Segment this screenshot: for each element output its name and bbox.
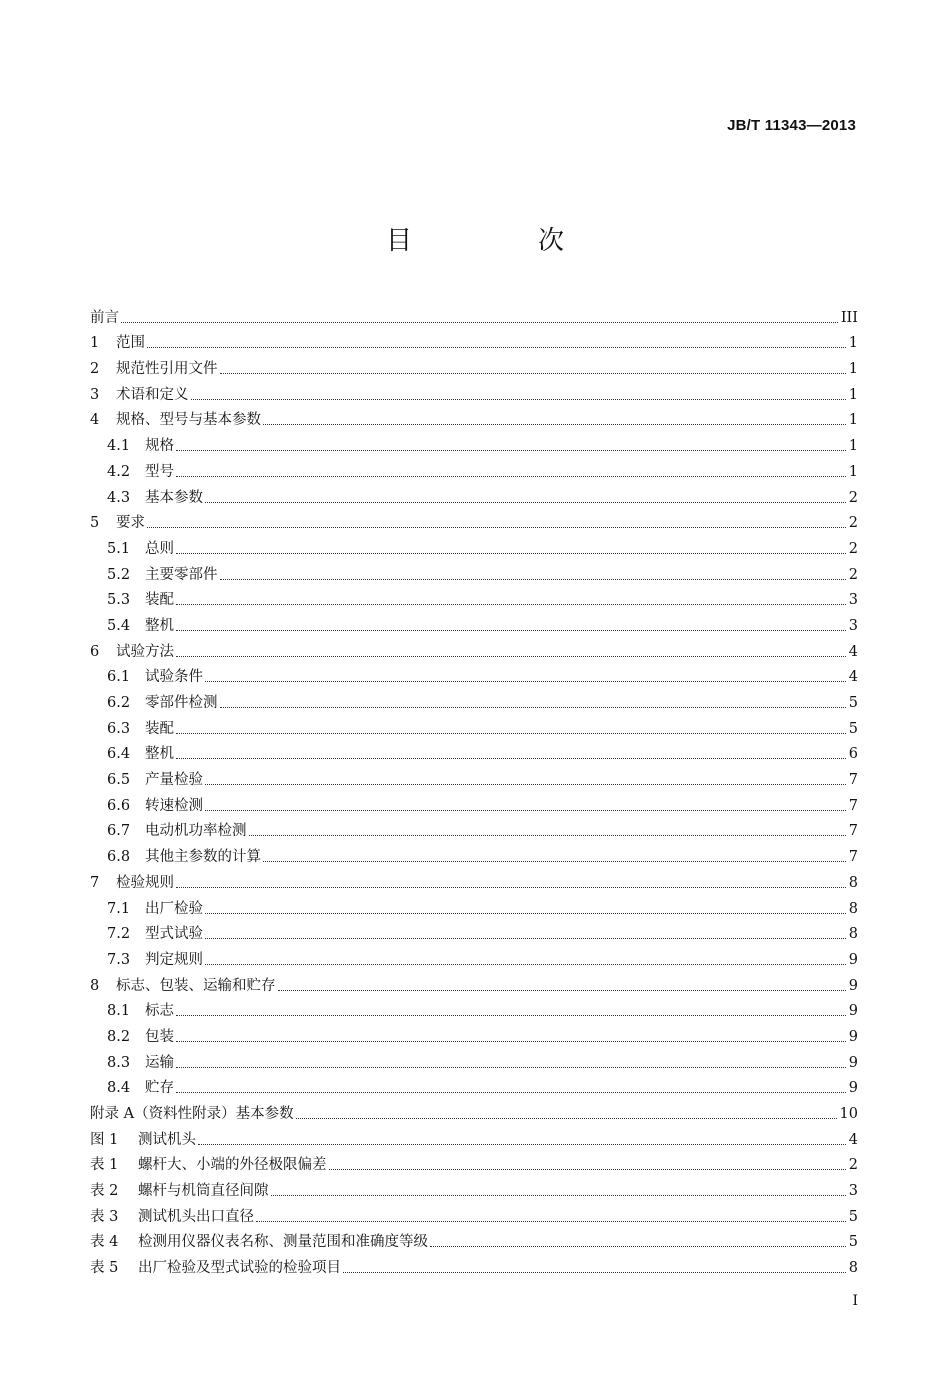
toc-entry-number: 6.7 (107, 823, 131, 840)
toc-entry-page: 9 (848, 951, 858, 968)
toc-entry-number: 表 3 (90, 1208, 119, 1225)
toc-entry-number: 8.2 (107, 1028, 131, 1045)
toc-entry[interactable] (90, 712, 858, 738)
toc-entry-page: 6 (848, 746, 858, 763)
toc-entry[interactable] (90, 1149, 858, 1175)
dot-leader (430, 1246, 846, 1247)
dot-leader (271, 1195, 846, 1196)
toc-entry-number: 表 1 (90, 1157, 119, 1174)
dot-leader (147, 527, 846, 528)
toc-entry-page: 8 (848, 900, 858, 917)
toc-entry-page: 3 (848, 1183, 858, 1200)
toc-entry[interactable] (90, 892, 858, 918)
toc-entry-page: 2 (848, 489, 858, 506)
toc-entry-page: 8 (848, 1260, 858, 1277)
toc-entry-page: 7 (848, 772, 858, 789)
toc-entry-title: 整机 (145, 617, 174, 634)
dot-leader (176, 553, 846, 554)
toc-entry-title: 运输 (145, 1054, 174, 1071)
toc-entry-title: 附录 A（资料性附录）基本参数 (90, 1106, 294, 1122)
toc-entry[interactable] (90, 815, 858, 841)
dot-leader (176, 604, 846, 605)
toc-entry-page: 2 (848, 566, 858, 583)
toc-entry-title: 规格、型号与基本参数 (116, 412, 261, 429)
toc-entry-title: 试验条件 (145, 669, 203, 686)
toc-entry[interactable] (90, 661, 858, 687)
toc-entry[interactable] (90, 404, 858, 430)
toc-entry-number: 表 5 (90, 1260, 119, 1277)
toc-entry-title: 包装 (145, 1028, 174, 1045)
dot-leader (205, 810, 846, 811)
toc-entry-page: 7 (848, 849, 858, 866)
dot-leader (176, 887, 846, 888)
dot-leader (147, 347, 846, 348)
toc-entry-number: 4.3 (107, 489, 131, 506)
toc-entry-title: 测试机头出口直径 (138, 1208, 254, 1225)
toc-entry-number: 表 2 (90, 1183, 119, 1200)
dot-leader (176, 476, 846, 477)
toc-entry-page: 2 (848, 1157, 858, 1174)
toc-entry[interactable] (90, 789, 858, 815)
toc-entry[interactable] (90, 763, 858, 789)
toc-entry-number: 7.1 (107, 900, 131, 917)
toc-entry-number: 1 (90, 335, 100, 352)
toc-entry-title: 测试机头 (138, 1131, 196, 1148)
toc-entry[interactable] (90, 840, 858, 866)
toc-entry[interactable] (90, 686, 858, 712)
dot-leader (343, 1272, 846, 1273)
dot-leader (191, 399, 846, 400)
toc-entry-number: 3 (90, 386, 100, 403)
dot-leader (278, 990, 846, 991)
toc-entry[interactable] (90, 738, 858, 764)
toc-entry[interactable] (90, 507, 858, 533)
toc-entry[interactable] (90, 558, 858, 584)
toc-entry-title: 贮存 (145, 1080, 174, 1097)
toc-entry-number: 7.3 (107, 951, 131, 968)
toc-entry-page: 3 (848, 617, 858, 634)
toc-entry-page: 1 (848, 335, 858, 352)
dot-leader (205, 784, 846, 785)
toc-entry-number: 5.4 (107, 617, 131, 634)
toc-entry[interactable] (90, 481, 858, 507)
toc-entry-number: 8.3 (107, 1054, 131, 1071)
toc-entry-number: 5 (90, 515, 100, 532)
toc-entry-number: 7.2 (107, 926, 131, 943)
toc-entry-number: 8.1 (107, 1003, 131, 1020)
toc-entry[interactable] (90, 866, 858, 892)
dot-leader (220, 373, 846, 374)
toc-entry[interactable] (90, 429, 858, 455)
dot-leader (263, 424, 846, 425)
dot-leader (176, 656, 846, 657)
toc-entry[interactable] (90, 1226, 858, 1252)
toc-entry-page: 8 (848, 926, 858, 943)
toc-entry-number: 8 (90, 977, 100, 994)
toc-entry-page: 1 (848, 386, 858, 403)
toc-entry-title: 型号 (145, 463, 174, 480)
toc-entry-number: 6.8 (107, 849, 131, 866)
toc-entry-page: 9 (848, 1028, 858, 1045)
dot-leader (329, 1169, 846, 1170)
table-of-contents (90, 301, 858, 1277)
toc-entry-title: 前言 (90, 309, 119, 326)
toc-entry[interactable] (90, 532, 858, 558)
dot-leader (263, 861, 846, 862)
dot-leader (205, 681, 846, 682)
toc-entry[interactable] (90, 918, 858, 944)
dot-leader (176, 1041, 846, 1042)
dot-leader (205, 913, 846, 914)
toc-entry-number: 8.4 (107, 1080, 131, 1097)
toc-entry-title: 出厂检验 (145, 900, 203, 917)
toc-entry-page: 4 (848, 643, 858, 660)
toc-entry-title: 检测用仪器仪表名称、测量范围和准确度等级 (138, 1234, 428, 1251)
dot-leader (198, 1144, 846, 1145)
toc-entry-number: 7 (90, 874, 100, 891)
toc-entry[interactable] (90, 1123, 858, 1149)
toc-entry-page: 5 (848, 695, 858, 711)
toc-entry-page: 9 (848, 1054, 858, 1071)
toc-entry-number: 4 (90, 412, 100, 429)
toc-entry-number: 5.2 (107, 566, 131, 583)
toc-entry-title: 标志 (145, 1003, 174, 1020)
toc-entry-page: 4 (848, 1131, 858, 1148)
toc-entry[interactable] (90, 327, 858, 353)
toc-entry[interactable] (90, 609, 858, 635)
toc-entry-number: 2 (90, 361, 100, 378)
dot-leader (256, 1221, 846, 1222)
page-title: 目 次 (385, 226, 614, 256)
toc-entry[interactable] (90, 969, 858, 995)
dot-leader (176, 1092, 846, 1093)
dot-leader (205, 964, 846, 965)
toc-entry-page: 7 (848, 797, 858, 814)
dot-leader (205, 502, 846, 503)
standard-code: JB/T 11343—2013 (727, 117, 856, 134)
toc-entry-number: 4.2 (107, 463, 131, 480)
toc-entry-page: 4 (848, 669, 858, 686)
toc-entry[interactable] (90, 1072, 858, 1098)
toc-entry-title: 螺杆大、小端的外径极限偏差 (138, 1157, 327, 1174)
dot-leader (176, 733, 846, 734)
toc-entry[interactable] (90, 1200, 858, 1226)
dot-leader (176, 1067, 846, 1068)
toc-entry[interactable] (90, 301, 858, 327)
dot-leader (205, 938, 846, 939)
toc-entry-page: III (840, 309, 858, 326)
toc-entry[interactable] (90, 1020, 858, 1046)
toc-entry-title: 规范性引用文件 (116, 361, 218, 378)
toc-entry[interactable] (90, 584, 858, 610)
toc-entry-page: 9 (848, 1003, 858, 1020)
toc-entry-page: 7 (848, 823, 858, 840)
toc-entry-title: 术语和定义 (116, 386, 189, 403)
toc-entry-page: 1 (848, 361, 858, 378)
toc-entry-number: 6.5 (107, 772, 131, 789)
toc-entry[interactable] (90, 1046, 858, 1072)
toc-entry-page: 9 (848, 977, 858, 994)
toc-entry-page: 2 (848, 540, 858, 557)
toc-entry-number: 6.3 (107, 720, 131, 737)
toc-entry-number: 6.1 (107, 669, 131, 686)
toc-entry-title: 产量检验 (145, 772, 203, 789)
toc-entry[interactable] (90, 378, 858, 404)
toc-entry-title: 出厂检验及型式试验的检验项目 (138, 1260, 341, 1277)
toc-entry-title: 其他主参数的计算 (145, 849, 261, 866)
toc-entry-page: 9 (848, 1080, 858, 1097)
toc-entry-title: 检验规则 (116, 874, 174, 891)
dot-leader (176, 450, 846, 451)
toc-entry-page: 1 (848, 412, 858, 429)
toc-entry-title: 零部件检测 (145, 695, 218, 711)
toc-entry[interactable] (90, 455, 858, 481)
toc-entry-page: 5 (848, 720, 858, 737)
toc-entry-page: 8 (848, 874, 858, 891)
toc-entry[interactable] (90, 635, 858, 661)
toc-entry-title: 转速检测 (145, 797, 203, 814)
dot-leader (176, 758, 846, 759)
toc-entry-number: 6.6 (107, 797, 131, 814)
toc-entry-title: 范围 (116, 335, 145, 352)
toc-entry-title: 型式试验 (145, 926, 203, 943)
toc-entry[interactable] (90, 352, 858, 378)
toc-entry-page: 10 (839, 1106, 858, 1122)
toc-entry-number: 4.1 (107, 438, 131, 455)
toc-entry-number: 图 1 (90, 1131, 119, 1148)
toc-entry-number: 5.1 (107, 540, 131, 557)
toc-entry-title: 试验方法 (116, 643, 174, 660)
toc-entry-title: 螺杆与机筒直径间隙 (138, 1183, 269, 1200)
toc-entry-page: 5 (848, 1208, 858, 1225)
toc-entry[interactable] (90, 1097, 858, 1123)
toc-entry-title: 要求 (116, 515, 145, 532)
toc-entry-number: 6.4 (107, 746, 131, 763)
dot-leader (220, 707, 846, 708)
toc-entry-title: 规格 (145, 438, 174, 455)
toc-entry-page: 5 (848, 1234, 858, 1251)
toc-entry-title: 主要零部件 (145, 566, 218, 583)
toc-entry[interactable] (90, 1251, 858, 1277)
dot-leader (220, 579, 846, 580)
toc-entry-page: 1 (848, 463, 858, 480)
toc-entry-page: 1 (848, 438, 858, 455)
toc-entry-page: 2 (848, 515, 858, 532)
dot-leader (176, 1015, 846, 1016)
dot-leader (121, 322, 838, 323)
toc-entry-page: 3 (848, 592, 858, 609)
toc-entry[interactable] (90, 1174, 858, 1200)
toc-entry-number: 6.2 (107, 695, 131, 711)
toc-entry[interactable] (90, 995, 858, 1021)
toc-entry-number: 5.3 (107, 592, 131, 609)
toc-entry-title: 装配 (145, 720, 174, 737)
toc-entry-number: 表 4 (90, 1234, 119, 1251)
toc-entry-title: 总则 (145, 540, 174, 557)
toc-entry-title: 标志、包装、运输和贮存 (116, 977, 276, 994)
toc-entry[interactable] (90, 943, 858, 969)
dot-leader (249, 835, 846, 836)
toc-entry-title: 电动机功率检测 (145, 823, 247, 840)
toc-entry-title: 整机 (145, 746, 174, 763)
dot-leader (296, 1118, 837, 1119)
dot-leader (176, 630, 846, 631)
toc-entry-title: 装配 (145, 592, 174, 609)
toc-entry-title: 基本参数 (145, 489, 203, 506)
toc-entry-title: 判定规则 (145, 951, 203, 968)
page-number: I (852, 1293, 858, 1309)
toc-entry-number: 6 (90, 643, 100, 660)
